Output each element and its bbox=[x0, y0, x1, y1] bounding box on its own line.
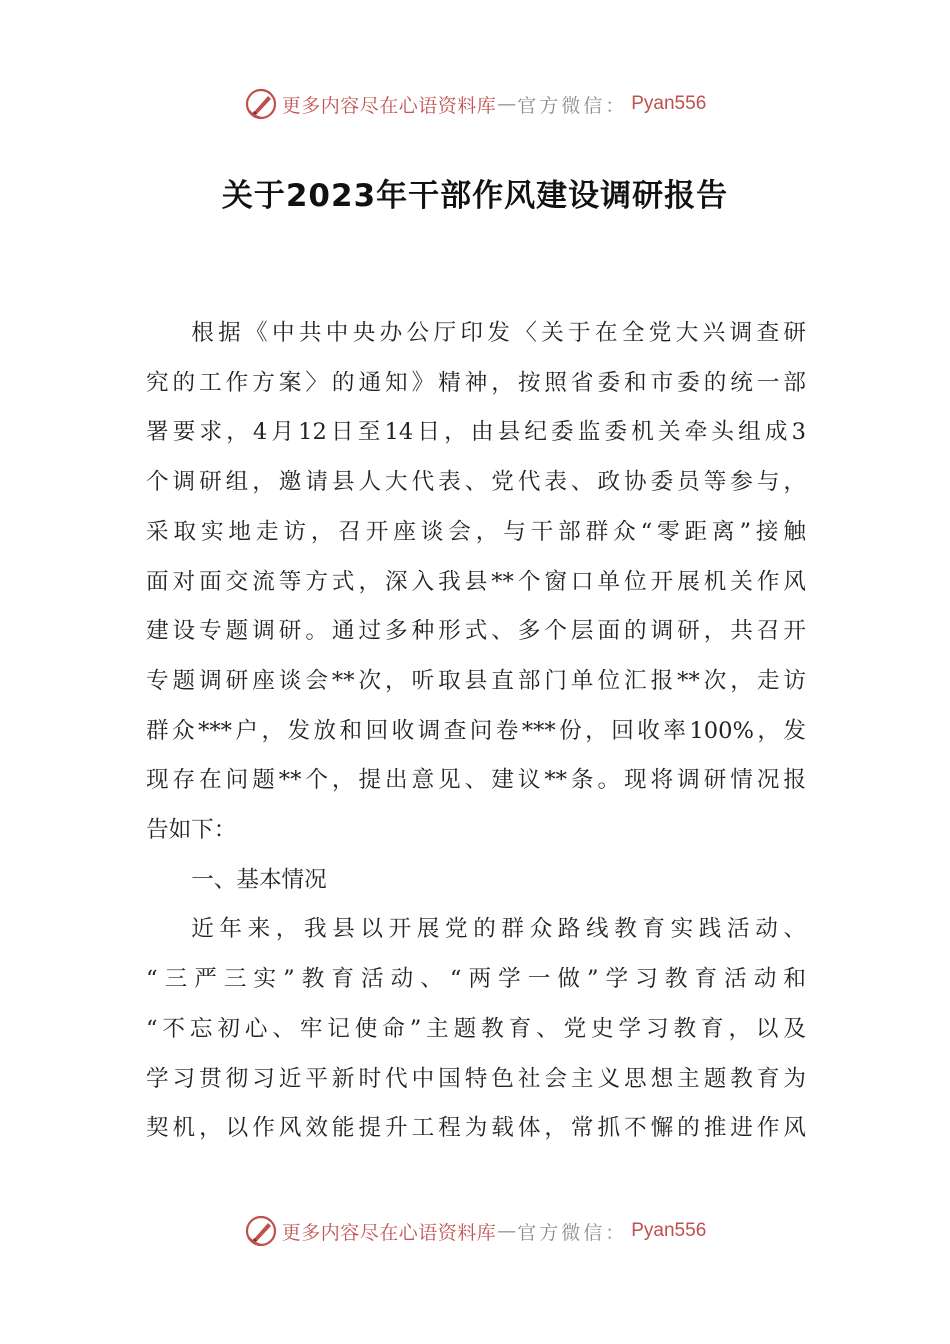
text-line: 告如下： bbox=[146, 817, 237, 844]
watermark-dash: — bbox=[497, 93, 517, 115]
document-body bbox=[146, 309, 806, 1154]
text-line: 契机，以作风效能提升工程为载体，常抓不懈的推进作风 bbox=[146, 1115, 806, 1142]
text-line: 建设专题调研。通过多种形式、多个层面的调研，共召开 bbox=[146, 618, 806, 645]
watermark-text: 更多内容尽在心语资料库 bbox=[281, 1221, 497, 1244]
pen-logo-icon bbox=[244, 1214, 278, 1248]
text-line: 个调研组，邀请县人大代表、党代表、政协委员等参与， bbox=[146, 469, 806, 496]
watermark-banner-bottom bbox=[0, 1211, 950, 1251]
section-heading: 一、基本情况 bbox=[191, 866, 327, 893]
text-line: 现存在问题**个，提出意见、建议**条。现将调研情况报 bbox=[146, 767, 806, 794]
text-line: 究的工作方案〉的通知》精神，按照省委和市委的统一部 bbox=[146, 369, 806, 396]
document-title: 关于2023年干部作风建设调研报告 bbox=[221, 178, 729, 214]
watermark-dash: — bbox=[497, 1220, 517, 1242]
watermark-wechat-id: Pyan556 bbox=[631, 1220, 707, 1241]
text-line: 面对面交流等方式，深入我县**个窗口单位开展机关作风 bbox=[146, 568, 806, 595]
text-line: 学习贯彻习近平新时代中国特色社会主义思想主题教育为 bbox=[146, 1065, 806, 1092]
watermark-wechat-label: 官方微信： bbox=[517, 94, 628, 117]
watermark-banner-top bbox=[0, 84, 950, 124]
paragraph-basic-situation bbox=[146, 905, 806, 1154]
text-line: “不忘初心、牢记使命”主题教育、党史学习教育，以及 bbox=[146, 1015, 806, 1042]
text-line: 采取实地走访，召开座谈会，与干部群众“零距离”接触 bbox=[146, 518, 806, 545]
pen-logo-icon bbox=[244, 87, 278, 121]
watermark-text: 更多内容尽在心语资料库 bbox=[281, 94, 497, 117]
text-line: 署要求，4月12日至14日，由县纪委监委机关牵头组成3 bbox=[146, 419, 806, 446]
text-line: 群众***户，发放和回收调查问卷***份，回收率100%，发 bbox=[146, 717, 806, 744]
watermark-wechat-label: 官方微信： bbox=[517, 1221, 628, 1244]
text-line: 近年来，我县以开展党的群众路线教育实践活动、 bbox=[191, 916, 806, 943]
watermark-wechat-id: Pyan556 bbox=[631, 93, 707, 114]
text-line: 专题调研座谈会**次，听取县直部门单位汇报**次，走访 bbox=[146, 667, 806, 694]
text-line: “三严三实”教育活动、“两学一做”学习教育活动和 bbox=[146, 966, 806, 993]
paragraph-intro bbox=[146, 309, 806, 856]
text-line: 根据《中共中央办公厅印发〈关于在全党大兴调查研 bbox=[191, 320, 806, 346]
